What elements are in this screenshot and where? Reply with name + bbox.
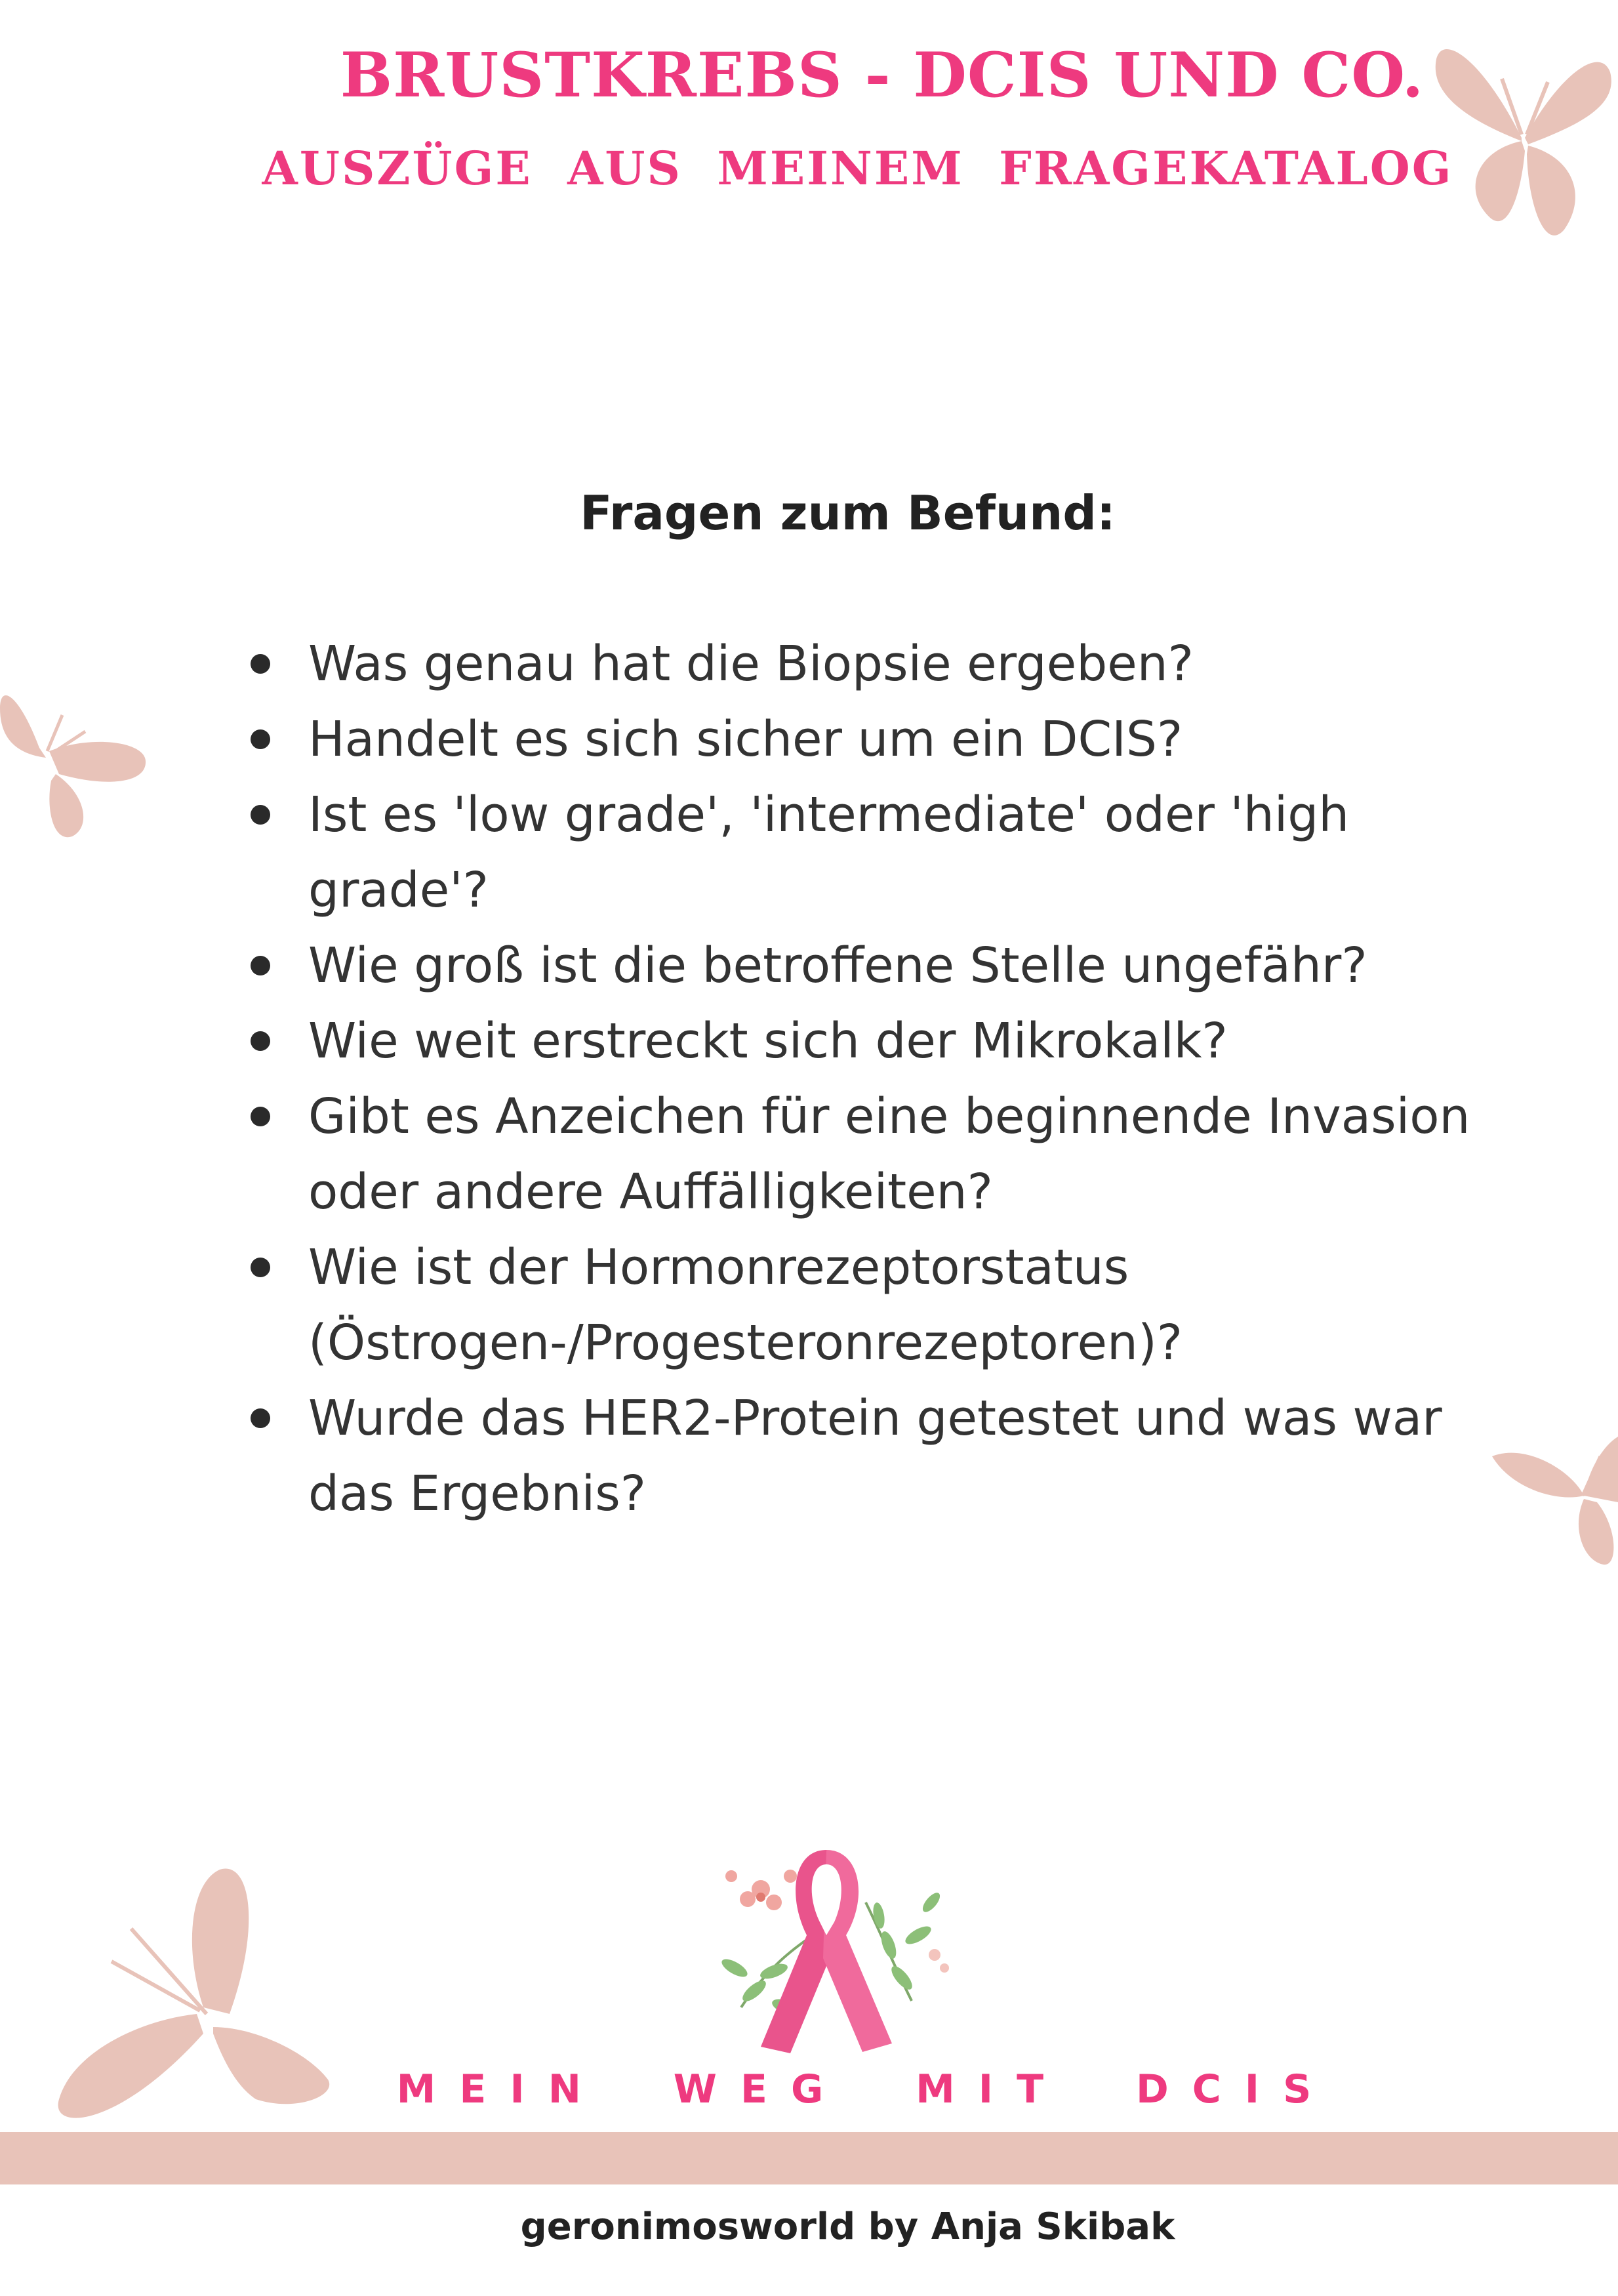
list-item: Was genau hat die Biopsie ergeben? <box>236 626 1535 702</box>
document-title: BRUSTKREBS - DCIS UND CO. <box>340 39 1425 112</box>
footer-band <box>0 2132 1618 2184</box>
list-item: Wie groß ist die betroffene Stelle ungefähr? <box>236 928 1535 1004</box>
question-list <box>236 626 1535 1532</box>
list-item: Wie weit erstreckt sich der Mikrokalk? <box>236 1004 1535 1079</box>
list-item: Wie ist der Hormonrezeptorstatus (Östrogen-/Progesteronrezeptoren)? <box>236 1230 1535 1381</box>
section-heading: Fragen zum Befund: <box>580 485 1116 541</box>
list-item: Gibt es Anzeichen für eine beginnende Invasion oder andere Auffälligkeiten? <box>236 1079 1535 1230</box>
footer-credit: geronimosworld by Anja Skibak <box>520 2205 1175 2248</box>
list-item: Handelt es sich sicher um ein DCIS? <box>236 702 1535 777</box>
document-subtitle: AUSZÜGE AUS MEINEM FRAGEKATALOG <box>262 141 1453 195</box>
pink-ribbon-icon <box>682 1837 971 2073</box>
butterfly-icon <box>0 669 151 840</box>
list-item: Wurde das HER2-Protein getestet und was war das Ergebnis? <box>236 1381 1535 1532</box>
brand-text: MEIN WEG MIT DCIS <box>396 2066 1335 2112</box>
list-item: Ist es 'low grade', 'intermediate' oder 'high grade'? <box>236 777 1535 928</box>
